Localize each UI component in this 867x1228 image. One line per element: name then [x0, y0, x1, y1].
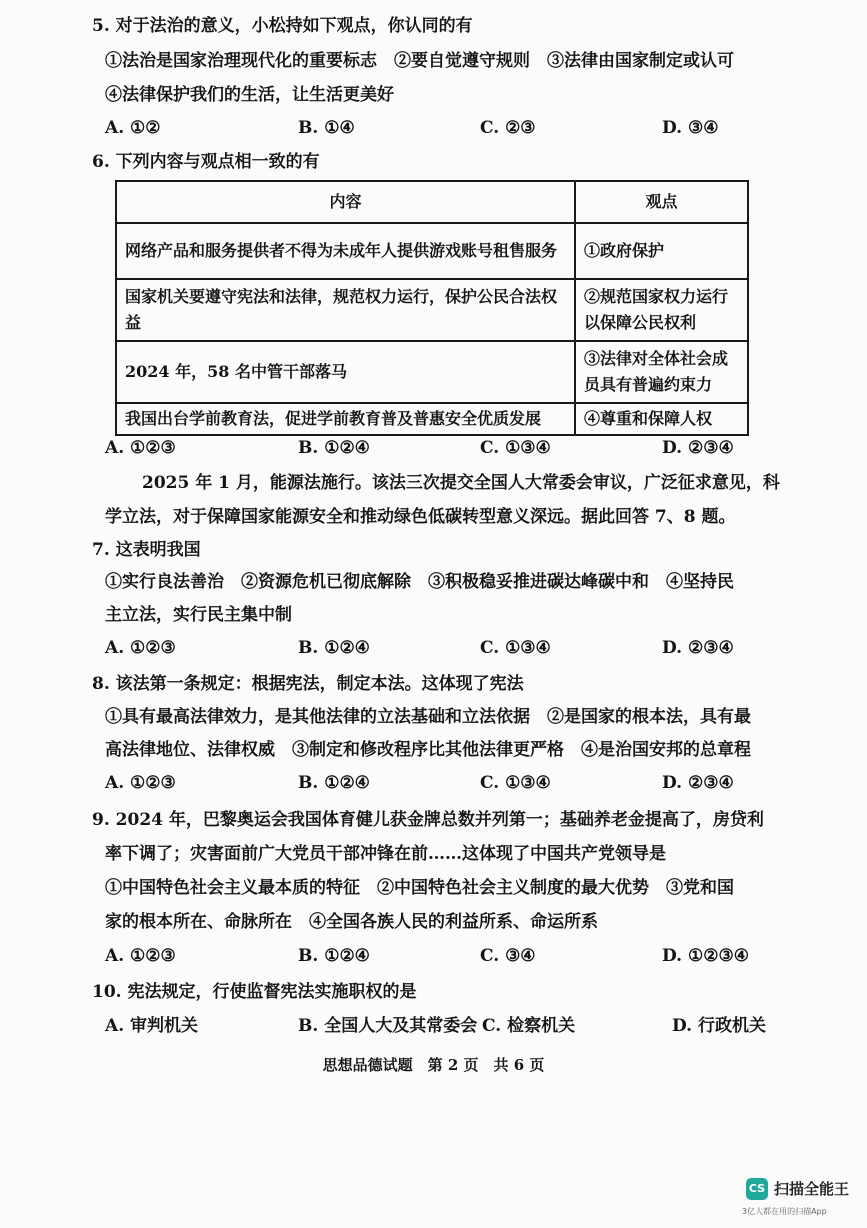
q6-table [115, 180, 749, 436]
q9-stem-line2: 率下调了；灾害面前广大党员干部冲锋在前……这体现了中国共产党领导是 [105, 844, 666, 864]
q7-options-line2: 主立法，实行民主集中制 [105, 605, 292, 625]
q9-stem-line1: 9. 2024 年，巴黎奥运会我国体育健儿获金牌总数并列第一；基础养老金提高了，房贷利 [92, 810, 764, 830]
q8-choice-a: A. ①②③ [105, 773, 176, 793]
q9-choice-d: D. ①②③④ [662, 946, 749, 966]
q6-choice-c: C. ①③④ [480, 438, 551, 458]
q10-stem: 10. 宪法规定，行使监督宪法实施职权的是 [92, 982, 417, 1002]
camscanner-logo-icon: CS [746, 1178, 768, 1200]
q10-choice-d: D. 行政机关 [672, 1016, 766, 1036]
q7-stem: 7. 这表明我国 [92, 540, 201, 560]
q5-stem: 5. 对于法治的意义，小松持如下观点，你认同的有 [92, 16, 473, 36]
q8-choice-d: D. ②③④ [662, 773, 734, 793]
q5-options-line2: ④法律保护我们的生活，让生活更美好 [105, 85, 394, 105]
q10-choice-b: B. 全国人大及其常委会 [298, 1016, 478, 1036]
q7-choice-a: A. ①②③ [105, 638, 176, 658]
table-row [116, 223, 748, 279]
q8-choice-b: B. ①②④ [298, 773, 370, 793]
passage-line2: 学立法，对于保障国家能源安全和推动绿色低碳转型意义深远。据此回答 7、8 题。 [105, 507, 736, 527]
q6-choice-a: A. ①②③ [105, 438, 176, 458]
q5-choice-d: D. ③④ [662, 118, 719, 138]
q8-options-line2: 高法律地位、法律权威 ③制定和修改程序比其他法律更严格 ④是治国安邦的总章程 [105, 740, 751, 760]
q7-choice-c: C. ①③④ [480, 638, 551, 658]
q10-choice-c: C. 检察机关 [482, 1016, 576, 1036]
q9-options-line1: ①中国特色社会主义最本质的特征 ②中国特色社会主义制度的最大优势 ③党和国 [105, 878, 734, 898]
passage-line1: 2025 年 1 月，能源法施行。该法三次提交全国人大常委会审议，广泛征求意见，科 [142, 473, 780, 493]
page-footer: 思想品德试题 第 2 页 共 6 页 [322, 1056, 545, 1074]
table-row [116, 341, 748, 403]
q5-options-line1: ①法治是国家治理现代化的重要标志 ②要自觉遵守规则 ③法律由国家制定或认可 [105, 51, 734, 71]
q9-options-line2: 家的根本所在、命脉所在 ④全国各族人民的利益所系、命运所系 [105, 912, 598, 932]
q9-choice-c: C. ③④ [480, 946, 536, 966]
q5-choice-a: A. ①② [105, 118, 161, 138]
table-cell-view: ②规范国家权力运行以保障公民权利 [575, 279, 748, 341]
table-row [116, 403, 748, 435]
scanner-tagline: 3亿人都在用的扫描App [742, 1207, 827, 1216]
table-cell-content: 国家机关要遵守宪法和法律，规范权力运行，保护公民合法权益 [116, 279, 575, 341]
q8-choice-c: C. ①③④ [480, 773, 551, 793]
q6-choice-b: B. ①②④ [298, 438, 370, 458]
table-cell-content: 2024 年，58 名中管干部落马 [116, 341, 575, 403]
q6-stem: 6. 下列内容与观点相一致的有 [92, 152, 320, 172]
q8-stem: 8. 该法第一条规定：根据宪法，制定本法。这体现了宪法 [92, 674, 524, 694]
q7-choice-b: B. ①②④ [298, 638, 370, 658]
q6-choice-d: D. ②③④ [662, 438, 734, 458]
table-cell-view: ③法律对全体社会成员具有普遍约束力 [575, 341, 748, 403]
q10-choice-a: A. 审判机关 [105, 1016, 199, 1036]
table-cell-content: 网络产品和服务提供者不得为未成年人提供游戏账号租售服务 [116, 223, 575, 279]
q5-choice-b: B. ①④ [298, 118, 355, 138]
table-header-content: 内容 [116, 181, 575, 223]
q9-choice-b: B. ①②④ [298, 946, 370, 966]
scanner-app-name: 扫描全能王 [774, 1180, 850, 1198]
table-cell-view: ①政府保护 [575, 223, 748, 279]
q7-choice-d: D. ②③④ [662, 638, 734, 658]
q8-options-line1: ①具有最高法律效力，是其他法律的立法基础和立法依据 ②是国家的根本法，具有最 [105, 707, 751, 727]
table-cell-view: ④尊重和保障人权 [575, 403, 748, 435]
q9-choice-a: A. ①②③ [105, 946, 176, 966]
q7-options-line1: ①实行良法善治 ②资源危机已彻底解除 ③积极稳妥推进碳达峰碳中和 ④坚持民 [105, 572, 734, 592]
table-header-view: 观点 [575, 181, 748, 223]
table-row [116, 279, 748, 341]
q5-choice-c: C. ②③ [480, 118, 536, 138]
table-cell-content: 我国出台学前教育法，促进学前教育普及普惠安全优质发展 [116, 403, 575, 435]
